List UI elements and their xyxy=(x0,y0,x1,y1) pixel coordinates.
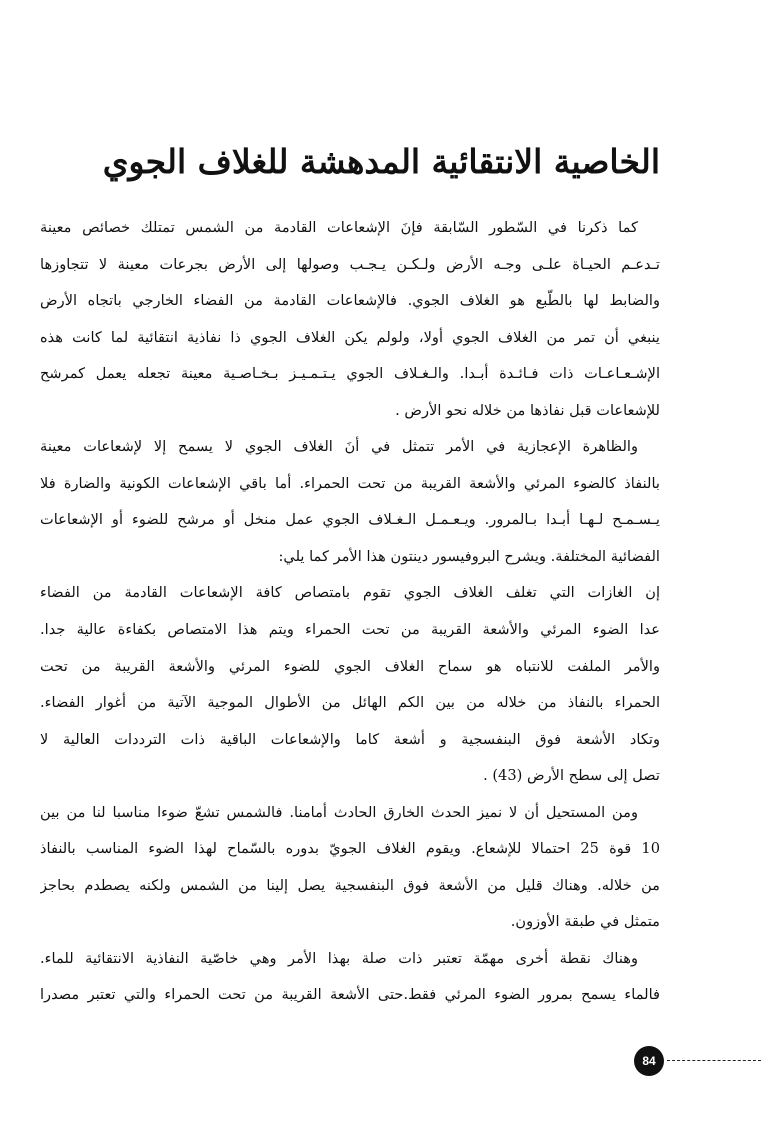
text-line: تـدعـم الحيـاة علـى وجـه الأرض ولـكـن يـجـب وصولها إلى الأرض بجرعات معينة لا تتجاوزها xyxy=(40,255,660,273)
text-line: متمثل في طبقة الأوزون. xyxy=(510,913,660,931)
text-line: الحمراء بالنفاذ من خلاله من بين الكم الهائل من الأطوال الموجية الآتية من أغوار الفضاء. xyxy=(40,694,660,712)
text-line: ينبغي أن تمر من الغلاف الجوي أولا، ولولم يكن الغلاف الجوي ذا نفاذية انتقائية لما كانت هذه xyxy=(40,328,660,346)
page-footer xyxy=(634,1046,761,1076)
text-line: من خلاله. وهناك قليل من الأشعة فوق البنفسجية يصل إلينا من الشمس ولكنه يصطدم بحاجز xyxy=(40,876,660,894)
text-line: وتكاد الأشعة فوق البنفسجية و أشعة كاما والإشعاعات الباقية ذات الترددات العالية لا xyxy=(40,730,660,748)
text-line: إن الغازات التي تغلف الغلاف الجوي تقوم بامتصاص كافة الإشعاعات القادمة من الفضاء xyxy=(40,584,660,602)
text-line: والأمر الملفت للانتباه هو سماح الغلاف الجوي للضوء المرئي والأشعة القريبة من تحت xyxy=(40,657,660,675)
footer-dashed-rule xyxy=(667,1060,761,1061)
page-title: الخاصية الانتقائية المدهشة للغلاف الجوي xyxy=(102,142,660,181)
text-line: ومن المستحيل أن لا نميز الحدث الخارق الحادث أمامنا. فالشمس تشعّ ضوءا مناسبا لنا من بين xyxy=(40,803,638,821)
text-line: الفضائية المختلفة. ويشرح البروفيسور دينتون هذا الأمر كما يلي: xyxy=(278,547,660,565)
text-line: كما ذكرنا في السّطور السّابقة فإنَ الإشعاعات القادمة من الشمس تمتلك خصائص معينة xyxy=(40,219,638,236)
text-line: يـسـمـح لـهـا أبـدا بـالمرور. ويـعـمـل الـغـلاف الجوي عمل منخل أو مرشح للضوء أو الإشعاعات xyxy=(40,511,660,529)
text-line: بالنفاذ كالضوء المرئي والأشعة القريبة من تحت الحمراء. أما باقي الإشعاعات الكونية والضارة فلا xyxy=(40,474,660,492)
text-line: الإشـعـاعـات ذات فـائـدة أبـدا. والـغـلاف الجوي يـتـمـيـز بـخـاصـية معينة تجعله يعمل كمرشح xyxy=(40,365,660,383)
text-line: والظاهرة الإعجازية في الأمر تتمثل في أنَ الغلاف الجوي لا يسمح إلا لإشعاعات معينة xyxy=(40,438,638,456)
text-line: للإشعاعات قبل نفاذها من خلاله نحو الأرض . xyxy=(395,401,660,419)
body-text xyxy=(40,210,660,1014)
page-number: 84 xyxy=(634,1046,664,1076)
text-line: فالماء يسمح بمرور الضوء المرئي فقط.حتى الأشعة القريبة من تحت الحمراء والتي تعتبر مصدرا xyxy=(40,986,660,1004)
text-line: وهناك نقطة أخرى مهمّة تعتبر ذات صلة بهذا الأمر وهي خاصّية النفاذية الانتقائية للماء. xyxy=(40,949,638,967)
text-line: تصل إلى سطح الأرض (43) . xyxy=(483,767,660,785)
text-line: والضابط لها بالطّبع هو الغلاف الجوي. فالإشعاعات القادمة من الفضاء الخارجي باتجاه الأرض xyxy=(40,292,660,310)
text-line: عدا الضوء المرئي والأشعة القريبة من تحت الحمراء ويتم هذا الامتصاص بكفاءة عالية جدا. xyxy=(40,621,660,639)
text-line: 10 قوة 25 احتمالا للإشعاع. ويقوم الغلاف الجويّ بدوره بالسّماح لهذا الضوء المناسب بالنفاذ xyxy=(40,840,660,858)
